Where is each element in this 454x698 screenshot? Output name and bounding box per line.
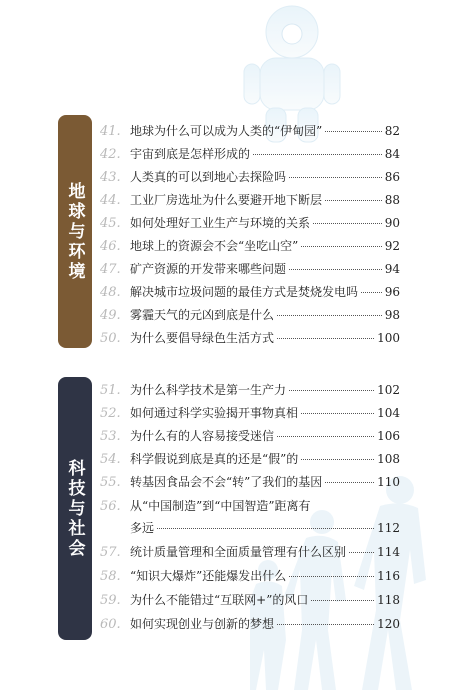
dot-leader	[313, 223, 382, 224]
entry-number: 43.	[100, 170, 121, 185]
entry-title: 为什么不能错过“互联网+”的风口	[130, 593, 309, 607]
entry-page: 98	[384, 308, 400, 322]
entry-number: 59.	[100, 593, 121, 608]
entry-page: 94	[384, 262, 400, 276]
entry-title: 雾霾天气的元凶到底是什么	[130, 308, 275, 322]
entry-page: 120	[377, 617, 400, 631]
entry-page: 112	[377, 521, 400, 535]
entry-number: 54.	[100, 452, 121, 467]
entry-page: 104	[377, 406, 400, 420]
dot-leader	[253, 154, 382, 155]
entry-title: 如何通过科学实验揭开事物真相	[130, 406, 299, 420]
entry-title: 为什么要倡导绿色生活方式	[130, 331, 275, 345]
entry-number: 48.	[100, 285, 121, 300]
dot-leader	[289, 269, 382, 270]
entry-number: 56.	[100, 499, 121, 514]
entry-title: 科学假说到底是真的还是“假”的	[130, 452, 299, 466]
dot-leader	[301, 459, 374, 460]
toc-entry[interactable]	[100, 497, 400, 514]
entry-number: 58.	[100, 569, 121, 584]
dot-leader	[301, 246, 381, 247]
entry-title: 宇宙到底是怎样形成的	[130, 147, 251, 161]
entry-title: 地球为什么可以成为人类的“伊甸园”	[130, 124, 323, 138]
dot-leader	[349, 552, 374, 553]
entry-page: 102	[377, 383, 400, 397]
section-label: 地球与环境	[64, 181, 85, 282]
entry-page: 86	[384, 170, 400, 184]
entry-title: 如何处理好工业生产与环境的关系	[130, 216, 311, 230]
entry-title: 为什么有的人容易接受迷信	[130, 429, 275, 443]
entry-number: 42.	[100, 147, 121, 162]
toc-entry[interactable]	[100, 427, 400, 444]
toc-entry[interactable]	[100, 237, 400, 254]
toc-entry[interactable]	[100, 283, 400, 300]
entry-title: 如何实现创业与创新的梦想	[130, 617, 275, 631]
section-label: 科技与社会	[64, 458, 85, 559]
entry-number: 53.	[100, 429, 121, 444]
dot-leader	[277, 624, 374, 625]
entry-title: 转基因食品会不会“转”了我们的基因	[130, 475, 323, 489]
entry-page: 100	[377, 331, 400, 345]
dot-leader	[289, 576, 374, 577]
entry-title: 工业厂房选址为什么要避开地下断层	[130, 193, 323, 207]
toc-entry-continuation[interactable]	[130, 519, 400, 536]
toc-entry[interactable]	[100, 450, 400, 467]
entry-page: 84	[384, 147, 400, 161]
toc-entry[interactable]	[100, 306, 400, 323]
toc-entry[interactable]	[100, 567, 400, 584]
toc-entry[interactable]	[100, 122, 400, 139]
entry-number: 45.	[100, 216, 121, 231]
entry-number: 55.	[100, 475, 121, 490]
entry-page: 82	[384, 124, 400, 138]
entry-page: 88	[384, 193, 400, 207]
toc-entry[interactable]	[100, 404, 400, 421]
entry-title: 为什么科学技术是第一生产力	[130, 383, 287, 397]
entry-title: 统计质量管理和全面质量管理有什么区别	[130, 545, 347, 559]
entry-title: 地球上的资源会不会“坐吃山空”	[130, 239, 299, 253]
dot-leader	[277, 315, 382, 316]
toc-entry[interactable]	[100, 145, 400, 162]
entry-number: 47.	[100, 262, 121, 277]
dot-leader	[311, 600, 374, 601]
entry-number: 52.	[100, 406, 121, 421]
entry-title: 矿产资源的开发带来哪些问题	[130, 262, 287, 276]
entry-title: “知识大爆炸”还能爆发出什么	[130, 569, 287, 583]
dot-leader	[277, 338, 374, 339]
entry-page: 114	[377, 545, 400, 559]
entry-number: 44.	[100, 193, 121, 208]
entry-title: 解决城市垃圾问题的最佳方式是焚烧发电吗	[130, 285, 359, 299]
toc-entry[interactable]	[100, 260, 400, 277]
entry-number: 50.	[100, 331, 121, 346]
entry-title-continuation: 多远	[130, 521, 155, 535]
entry-page: 116	[377, 569, 400, 583]
entry-page: 106	[377, 429, 400, 443]
entry-number: 57.	[100, 545, 121, 560]
dot-leader	[361, 292, 382, 293]
dot-leader	[325, 200, 382, 201]
entry-number: 60.	[100, 617, 121, 632]
entry-number: 46.	[100, 239, 121, 254]
entry-page: 118	[377, 593, 400, 607]
entry-page: 110	[377, 475, 400, 489]
toc-entry[interactable]	[100, 615, 400, 632]
toc-entry[interactable]	[100, 543, 400, 560]
dot-leader	[301, 413, 374, 414]
dot-leader	[157, 528, 374, 529]
entry-page: 90	[384, 216, 400, 230]
entry-number: 41.	[100, 124, 121, 139]
toc-entry[interactable]	[100, 381, 400, 398]
dot-leader	[289, 177, 382, 178]
entry-page: 96	[384, 285, 400, 299]
dot-leader	[277, 436, 374, 437]
entry-title: 人类真的可以到地心去探险吗	[130, 170, 287, 184]
entry-page: 108	[377, 452, 400, 466]
dot-leader	[289, 390, 374, 391]
dot-leader	[325, 482, 374, 483]
toc-entry[interactable]	[100, 591, 400, 608]
entry-number: 51.	[100, 383, 121, 398]
toc-entry[interactable]	[100, 191, 400, 208]
toc-entry[interactable]	[100, 329, 400, 346]
dot-leader	[325, 131, 381, 132]
entry-number: 49.	[100, 308, 121, 323]
toc-entry[interactable]	[100, 168, 400, 185]
entry-page: 92	[384, 239, 400, 253]
entry-title: 从“中国制造”到“中国智造”距离有	[130, 499, 311, 513]
toc-entry[interactable]	[100, 214, 400, 231]
toc-entry[interactable]	[100, 473, 400, 490]
